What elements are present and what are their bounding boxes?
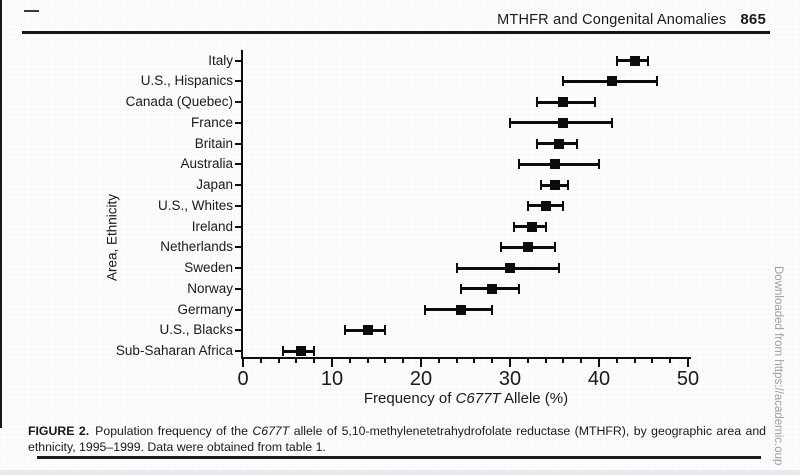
x-minor-tick	[456, 359, 458, 363]
x-minor-tick	[295, 359, 297, 363]
data-point-marker	[523, 242, 533, 252]
x-axis-title-text: Frequency of	[363, 390, 456, 407]
x-major-tick	[687, 359, 689, 367]
data-point-marker	[296, 346, 306, 356]
error-bar-cap-left	[527, 201, 529, 211]
category-label: France	[190, 114, 233, 130]
error-bar-cap-left	[424, 305, 426, 315]
x-minor-tick	[473, 359, 475, 363]
footer-rule	[37, 456, 761, 459]
x-major-tick	[598, 359, 600, 367]
y-axis-tick	[235, 122, 242, 124]
x-minor-tick	[278, 359, 280, 363]
x-major-tick	[509, 359, 511, 367]
category-label: U.S., Whites	[157, 197, 233, 213]
data-point-marker	[505, 263, 515, 273]
figure-caption-gene: C677T	[252, 424, 290, 438]
error-bar-cap-right	[558, 263, 560, 273]
y-axis-tick	[235, 246, 242, 248]
error-bar-cap-right	[545, 222, 547, 232]
category-label: Germany	[177, 301, 233, 317]
category-label: Britain	[194, 135, 233, 151]
error-bar-cap-right	[598, 159, 600, 169]
category-label: Japan	[196, 177, 233, 192]
error-bar-cap-right	[491, 305, 493, 315]
category-label: Australia	[180, 156, 233, 172]
error-bar-cap-right	[656, 76, 658, 86]
error-bar-cap-left	[536, 139, 538, 149]
error-bar-cap-left	[500, 242, 502, 252]
error-bar-cap-right	[576, 139, 578, 149]
x-minor-tick	[402, 359, 404, 363]
y-axis-tick	[235, 101, 242, 103]
x-minor-tick	[580, 359, 582, 363]
x-major-tick	[242, 359, 244, 367]
x-minor-tick	[669, 359, 671, 363]
y-axis-tick	[235, 309, 242, 311]
data-point-marker	[554, 139, 564, 149]
error-bar-cap-left	[518, 159, 520, 169]
data-point-marker	[487, 284, 497, 294]
data-point-marker	[630, 56, 640, 66]
category-label: Canada (Quebec)	[125, 94, 233, 109]
category-label: Sweden	[184, 260, 233, 275]
error-bar-cap-right	[554, 242, 556, 252]
page-bottom-edge	[0, 470, 800, 475]
error-bar-cap-right	[562, 201, 564, 211]
x-minor-tick	[545, 359, 547, 363]
y-axis-tick	[235, 267, 242, 269]
category-label: U.S., Blacks	[159, 322, 233, 338]
data-point-marker	[456, 305, 466, 315]
figure-caption-label: FIGURE 2.	[28, 424, 90, 438]
x-tick-label: 10	[320, 368, 344, 390]
figure-caption-text-2: allele of 5,10-methylenetetrahydrofolate reductase (MTHFR), by geographic area and ethnicity, 1995–1999. Data were obtained from table 1.	[28, 424, 766, 454]
error-bar-cap-left	[456, 263, 458, 273]
error-bar-cap-right	[384, 325, 386, 335]
error-bar-cap-right	[647, 56, 649, 66]
y-axis-tick	[235, 226, 242, 228]
x-tick-label: 50	[676, 368, 700, 390]
category-label: Italy	[208, 52, 233, 68]
data-point-marker	[550, 159, 560, 169]
x-minor-tick	[260, 359, 262, 363]
download-watermark: Downloaded from https://academic.oup	[772, 266, 784, 466]
figure-caption-text-1: Population frequency of the	[95, 424, 253, 438]
x-major-tick	[331, 359, 333, 367]
data-point-marker	[541, 201, 551, 211]
page-number: 865	[740, 11, 766, 28]
data-point-marker	[558, 118, 568, 128]
error-bar-cap-left	[509, 118, 511, 128]
y-axis-tick	[235, 288, 242, 290]
error-bar-cap-left	[282, 346, 284, 356]
error-bar-cap-left	[344, 325, 346, 335]
error-bar-cap-left	[536, 97, 538, 107]
error-bar-cap-right	[611, 118, 613, 128]
x-minor-tick	[491, 359, 493, 363]
error-bar-cap-left	[513, 222, 515, 232]
category-label: U.S., Hispanics	[140, 73, 233, 89]
x-major-tick	[420, 359, 422, 367]
y-axis-title: Area, Ethnicity	[104, 193, 120, 282]
data-point-marker	[527, 222, 537, 232]
running-header-title: MTHFR and Congenital Anomalies	[497, 12, 727, 28]
x-axis-title-gene: C677T	[455, 390, 501, 407]
data-point-marker	[363, 325, 373, 335]
x-tick-label: 20	[409, 368, 433, 390]
x-minor-tick	[384, 359, 386, 363]
x-minor-tick	[562, 359, 564, 363]
y-axis-tick	[235, 163, 242, 165]
x-minor-tick	[313, 359, 315, 363]
y-axis-tick	[235, 143, 242, 145]
error-bar-cap-left	[460, 284, 462, 294]
y-axis-tick	[235, 350, 242, 352]
x-tick-label: 30	[498, 368, 522, 390]
x-tick-label: 40	[587, 368, 611, 390]
y-axis-tick	[235, 60, 242, 62]
error-bar-cap-left	[562, 76, 564, 86]
x-minor-tick	[616, 359, 618, 363]
x-minor-tick	[349, 359, 351, 363]
x-tick-label: 0	[237, 368, 249, 390]
error-bar-cap-right	[594, 97, 596, 107]
x-minor-tick	[634, 359, 636, 363]
figure-caption	[28, 423, 766, 455]
error-bar-cap-left	[540, 180, 542, 190]
data-point-marker	[558, 97, 568, 107]
error-bar-cap-right	[518, 284, 520, 294]
y-axis-tick	[235, 184, 242, 186]
error-bar-cap-left	[616, 56, 618, 66]
data-point-marker	[550, 180, 560, 190]
x-axis-line	[241, 357, 691, 359]
x-minor-tick	[651, 359, 653, 363]
y-axis-tick	[235, 80, 242, 82]
x-axis-title	[243, 390, 689, 407]
category-label: Ireland	[191, 218, 233, 234]
x-minor-tick	[527, 359, 529, 363]
y-axis-tick	[235, 329, 242, 331]
category-label: Netherlands	[160, 239, 233, 255]
category-label: Sub-Saharan Africa	[115, 343, 233, 358]
x-minor-tick	[367, 359, 369, 363]
error-bar-cap-right	[567, 180, 569, 190]
error-bar-cap-right	[313, 346, 315, 356]
category-label: Norway	[187, 280, 233, 296]
y-axis-tick	[235, 205, 242, 207]
data-point-marker	[607, 76, 617, 86]
x-minor-tick	[438, 359, 440, 363]
x-axis-title-unit: Allele (%)	[500, 390, 569, 407]
